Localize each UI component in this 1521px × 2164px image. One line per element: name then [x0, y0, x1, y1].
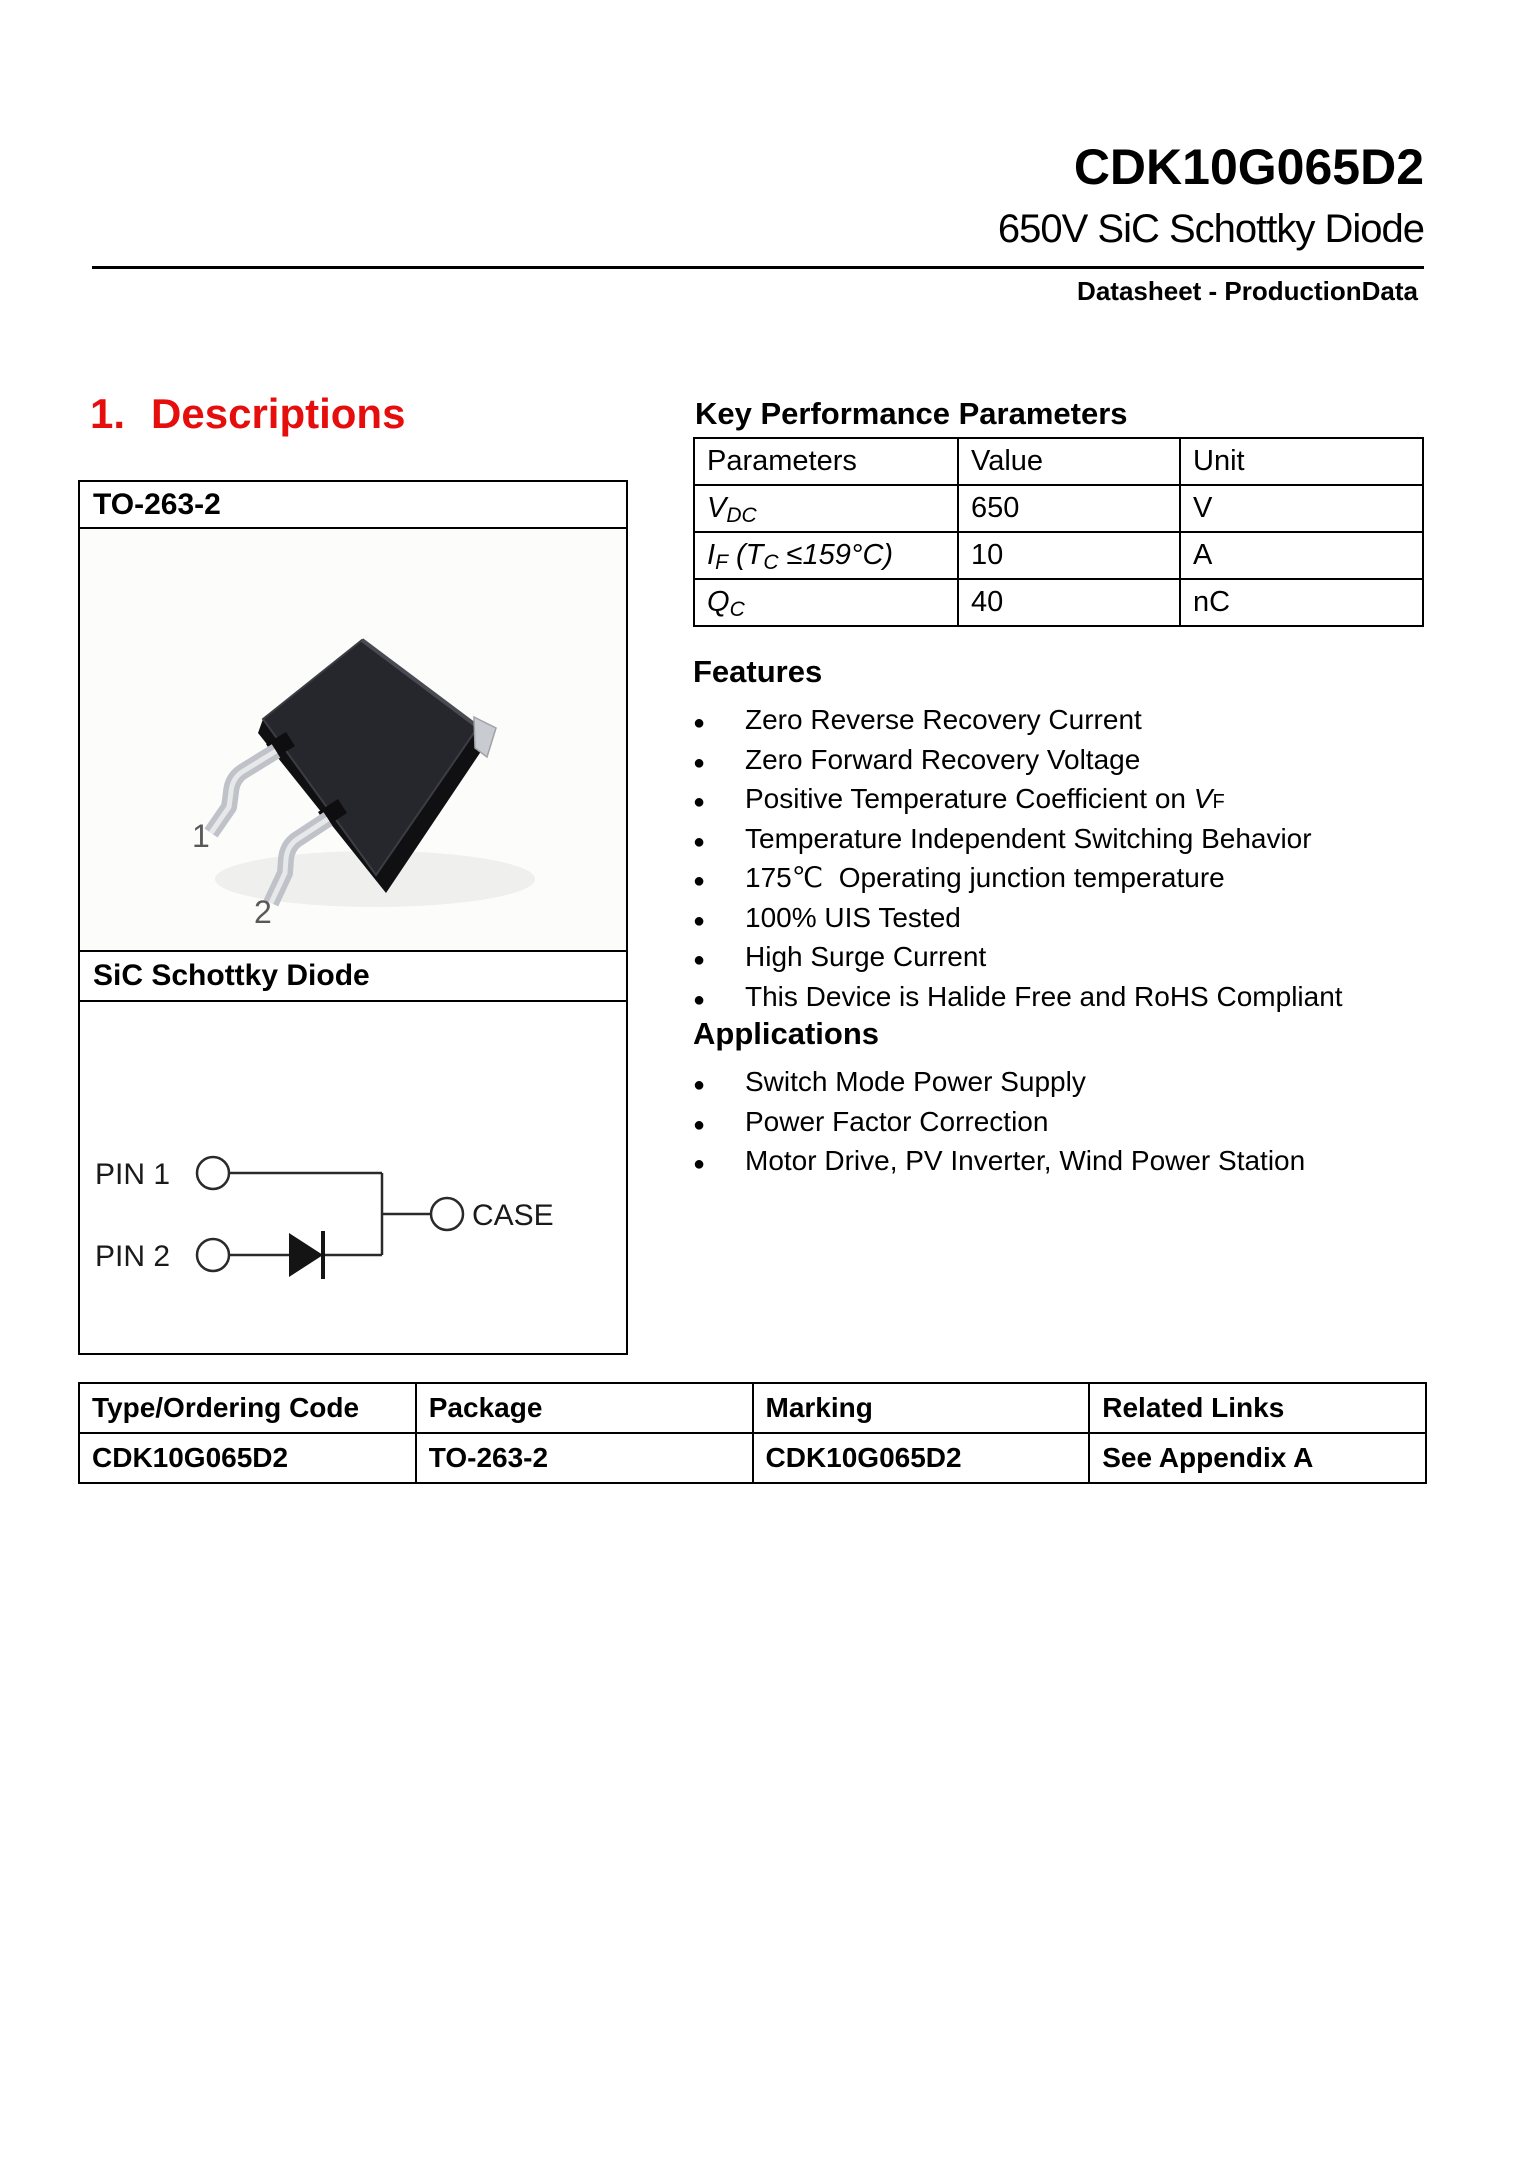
- list-item: [693, 742, 1441, 782]
- applications-section: [693, 1014, 1441, 1183]
- pin1-label: PIN 1: [95, 1158, 171, 1191]
- list-item: [693, 702, 1441, 742]
- list-item: ● Positive Temperature Coefficient on V F: [693, 781, 1441, 821]
- related-links-cell: See Appendix A: [1089, 1433, 1426, 1483]
- table-row: [79, 1383, 1426, 1433]
- feature-text: Temperature Independent Switching Behavior: [745, 822, 1312, 854]
- col-header-links: Related Links: [1089, 1383, 1426, 1433]
- pin-diagram-svg: [80, 1002, 626, 1351]
- feature-text: Zero Forward Recovery Voltage: [745, 743, 1141, 775]
- package-photo: [80, 529, 626, 952]
- application-text: Motor Drive, PV Inverter, Wind Power Station: [745, 1145, 1306, 1176]
- header: [998, 140, 1424, 252]
- list-item: [693, 979, 1441, 1019]
- col-header-marking: Marking: [753, 1383, 1090, 1433]
- list-item: [693, 1064, 1441, 1104]
- applications-heading: Applications: [693, 1016, 880, 1051]
- description-panel: [78, 480, 628, 1355]
- diode-type-header: SiC Schottky Diode: [80, 952, 626, 1002]
- param-unit-cell: nC: [1180, 579, 1423, 626]
- features-heading: Features: [693, 654, 823, 689]
- param-subscript: DC: [726, 504, 757, 527]
- feature-text: High Surge Current: [745, 941, 987, 972]
- ordering-code-cell: CDK10G065D2: [79, 1433, 416, 1483]
- feature-text: Zero Reverse Recovery Current: [745, 704, 1142, 735]
- list-item: [693, 1104, 1441, 1144]
- col-header-type: Type/Ordering Code: [79, 1383, 416, 1433]
- table-row: [694, 579, 1423, 626]
- col-header-value: Value: [958, 438, 1180, 485]
- bullet-icon: ●: [693, 830, 706, 853]
- param-symbol: I: [707, 539, 716, 571]
- param-name-cell: [694, 485, 958, 532]
- param-unit-cell: V: [1180, 485, 1423, 532]
- param-symbol: Q: [707, 586, 730, 618]
- pin-diagram: [80, 1002, 626, 1351]
- bullet-icon: ●: [693, 1074, 706, 1096]
- param-value-cell: 40: [958, 579, 1180, 626]
- param-text: (T: [727, 539, 764, 571]
- pin2-terminal-circle: [197, 1239, 229, 1271]
- param-name-cell: [694, 579, 958, 626]
- key-parameters-heading: Key Performance Parameters: [695, 396, 1128, 431]
- header-rule: [92, 266, 1424, 269]
- param-value-cell: 650: [958, 485, 1180, 532]
- col-header-unit: Unit: [1180, 438, 1423, 485]
- bullet-icon: ●: [693, 949, 706, 971]
- param-subscript: C: [729, 598, 745, 621]
- case-terminal-circle: [431, 1198, 463, 1230]
- feature-text: 175℃ Operating junction temperature: [745, 862, 1225, 893]
- feature-text: 100% UIS Tested: [745, 901, 961, 933]
- col-header-parameters: Parameters: [694, 438, 958, 485]
- part-number-title: CDK10G065D2: [1073, 139, 1424, 195]
- table-row: [694, 438, 1423, 485]
- section-number: 1.: [90, 390, 126, 437]
- package-cell: TO-263-2: [416, 1433, 753, 1483]
- pin1-number-label: 1: [192, 818, 210, 854]
- list-item: [693, 860, 1441, 900]
- col-header-package: Package: [416, 1383, 753, 1433]
- features-section: [693, 652, 1441, 1018]
- section-title: Descriptions: [151, 390, 406, 437]
- application-text: Power Factor Correction: [745, 1105, 1049, 1137]
- param-value-cell: 10: [958, 532, 1180, 579]
- case-label: CASE: [472, 1199, 554, 1232]
- pin2-label: PIN 2: [95, 1240, 171, 1273]
- circuit-wires: [229, 1173, 431, 1255]
- part-description-subtitle: 650V SiC Schottky Diode: [997, 207, 1424, 251]
- key-parameters-table: [693, 437, 1424, 627]
- bullet-icon: ●: [693, 870, 706, 892]
- param-name-cell: [694, 532, 958, 579]
- bullet-icon: ●: [693, 909, 706, 932]
- doc-type-label: Datasheet - ProductionData: [1077, 276, 1418, 306]
- pin2-number-label: 2: [254, 894, 272, 930]
- feature-text: This Device is Halide Free and RoHS Compliant: [745, 980, 1343, 1012]
- param-unit-cell: A: [1180, 532, 1423, 579]
- feature-text: Positive Temperature Coefficient on: [745, 783, 1194, 814]
- list-item: [693, 900, 1441, 940]
- feature-symbol: V: [1193, 783, 1213, 814]
- section-heading: [90, 390, 405, 438]
- bullet-icon: ●: [693, 988, 706, 1011]
- bullet-icon: ●: [693, 751, 706, 774]
- bullet-icon: ●: [693, 1153, 706, 1175]
- diode-anode-triangle: [289, 1233, 323, 1277]
- ordering-table: [78, 1382, 1427, 1484]
- bullet-icon: ●: [693, 791, 706, 813]
- package-name-header: TO-263-2: [80, 482, 626, 529]
- param-text: ≤159°C): [778, 539, 894, 571]
- param-symbol: V: [707, 492, 727, 524]
- param-subscript: C: [763, 551, 779, 574]
- marking-cell: CDK10G065D2: [753, 1433, 1090, 1483]
- bullet-icon: ●: [693, 712, 706, 734]
- list-item: [693, 1143, 1441, 1183]
- table-row: [694, 532, 1423, 579]
- pin1-terminal-circle: [197, 1157, 229, 1189]
- list-item: [693, 939, 1441, 979]
- list-item: [693, 821, 1441, 861]
- table-row: [694, 485, 1423, 532]
- param-subscript: F: [715, 551, 728, 574]
- table-row: [79, 1433, 1426, 1483]
- application-text: Switch Mode Power Supply: [745, 1066, 1086, 1097]
- package-photo-illustration: [80, 529, 626, 950]
- bullet-icon: ●: [693, 1113, 706, 1136]
